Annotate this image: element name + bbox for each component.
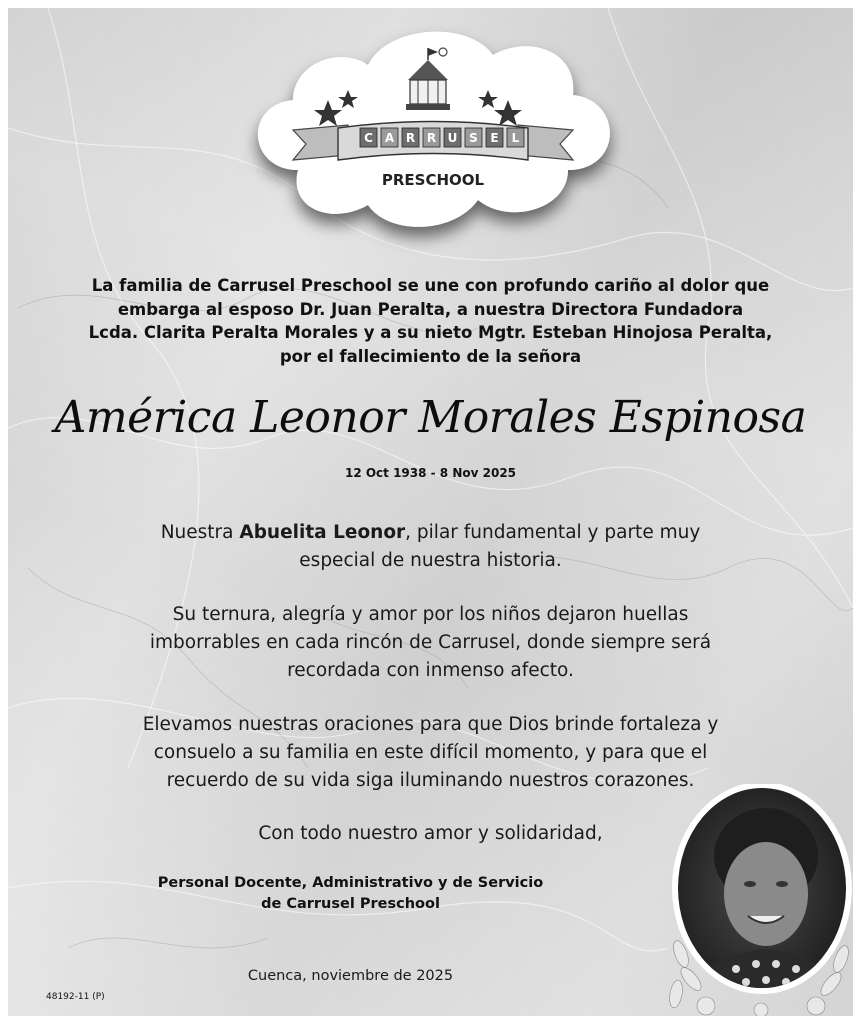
signature [8,873,773,915]
ad-code: 48192-11 (P) [46,992,105,1002]
intro-line: Lcda. Clarita Peralta Morales y a su nieto Mgtr. Esteban Hinojosa Peralta, [88,323,773,342]
banner-letter: R [426,131,437,145]
obituary-page [8,8,853,1016]
p2-line: recordada con inmenso afecto. [287,660,574,681]
p3-line: consuelo a su familia en este difícil momento, y para que el [153,742,708,763]
deceased-name: América Leonor Morales Espinosa [54,392,807,443]
banner-letter: L [511,131,520,145]
closing-line: Con todo nuestro amor y solidaridad, [258,823,603,844]
p1-suffix: , pilar fundamental y parte muy [405,522,701,543]
logo-subtitle: PRESCHOOL [381,171,485,189]
intro-paragraph [8,274,853,368]
message-paragraph-1 [8,519,853,575]
carrusel-preschool-logo [238,20,628,260]
banner-letter: S [469,131,478,145]
banner-letter: A [384,131,395,145]
p3-line: Elevamos nuestras oraciones para que Dios brinde fortaleza y [142,714,719,735]
banner-letter: R [405,131,416,145]
signature-line: de Carrusel Preschool [261,896,440,912]
message-paragraph-2 [8,601,853,685]
p1-bold-name: Abuelita Leonor [239,522,406,543]
p2-line: Su ternura, alegría y amor por los niños dejaron huellas [172,604,689,625]
intro-line: La familia de Carrusel Preschool se une con profundo cariño al dolor que [91,276,770,295]
place-date: Cuenca, noviembre de 2025 [247,968,454,984]
portrait-photo [666,784,853,1016]
p2-line: imborrables en cada rincón de Carrusel, donde siempre será [149,632,712,653]
message-paragraph-3 [8,711,853,795]
banner-letter: E [490,131,499,145]
p1-line2: especial de nuestra historia. [299,550,562,571]
intro-line: embarga al esposo Dr. Juan Peralta, a nuestra Directora Fundadora [117,299,744,319]
intro-line: por el fallecimiento de la señora [279,346,582,366]
banner-letter: U [447,131,458,145]
signature-line: Personal Docente, Administrativo y de Servicio [157,875,544,891]
p1-prefix: Nuestra [160,522,240,543]
p3-line: recuerdo de su vida siga iluminando nuestros corazones. [166,770,695,791]
banner-letter: C [364,131,373,145]
life-dates: 12 Oct 1938 - 8 Nov 2025 [344,466,517,480]
